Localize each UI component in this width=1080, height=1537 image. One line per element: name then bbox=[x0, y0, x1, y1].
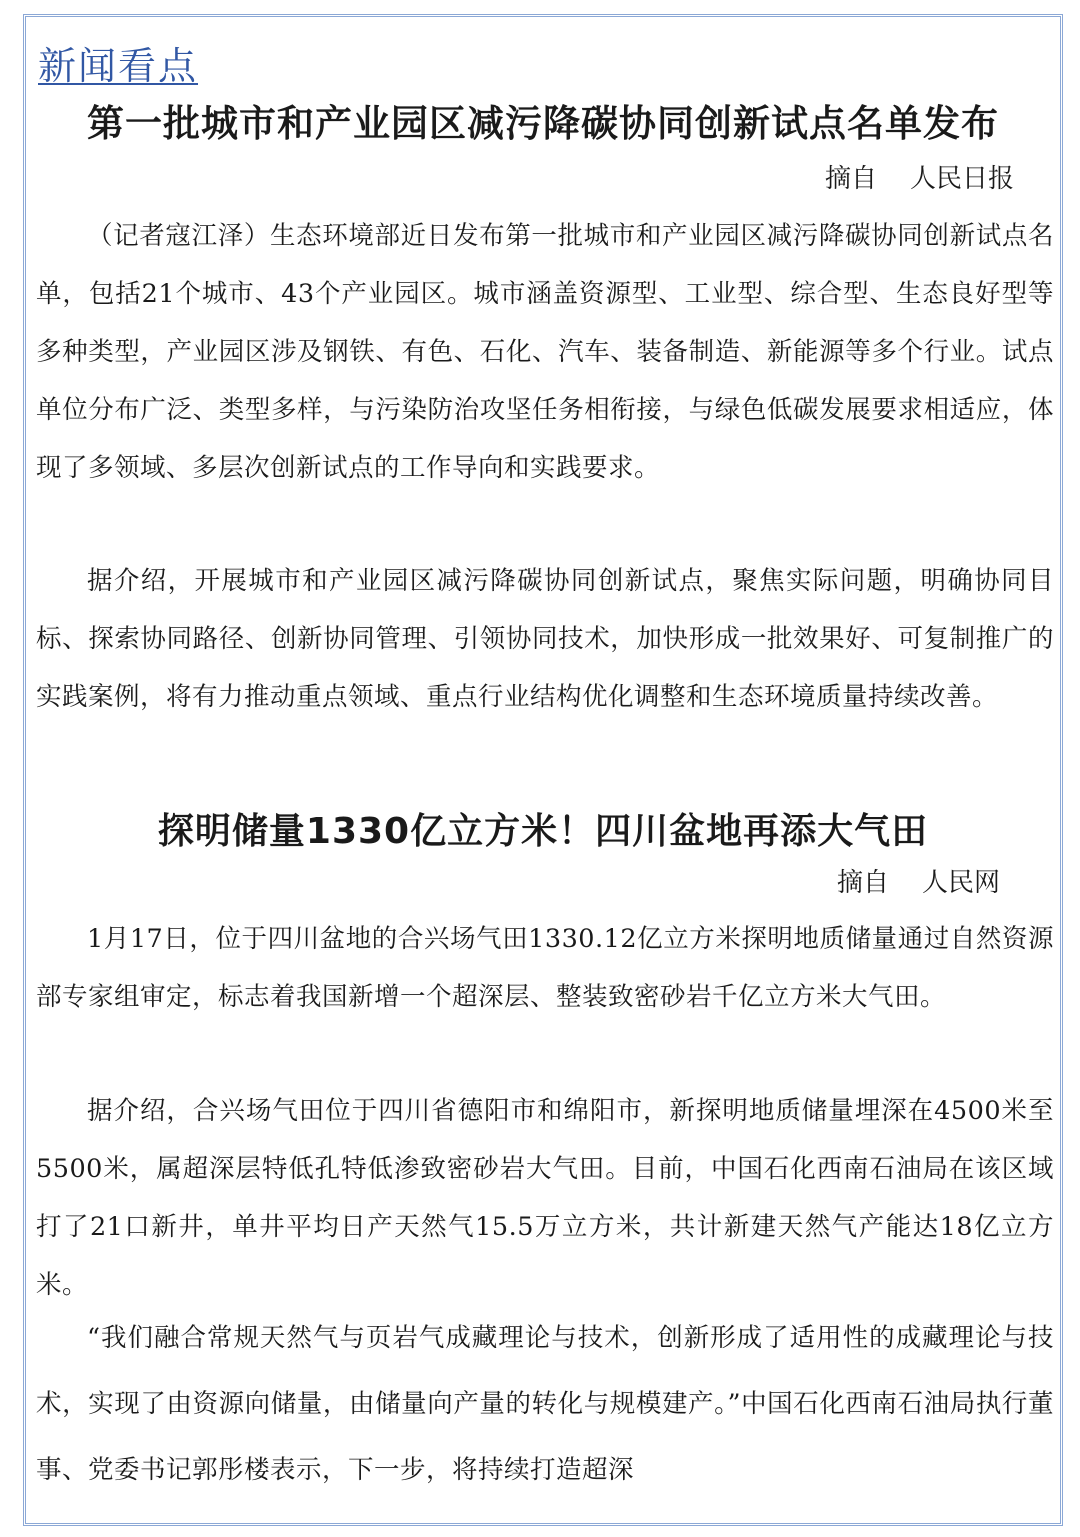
article-2-source: 摘自 人民网 bbox=[836, 868, 1000, 898]
article-2-paragraph-3: “我们融合常规天然气与页岩气成藏理论与技术，创新形成了适用性的成藏理论与技术，实现了由资源向储量，由储量向产量的转化与规模建产。”中国石化西南石油局执行董事、党委书记郭彤楼表示，下一步，将持续打造超深 bbox=[36, 1323, 1054, 1485]
article-1-paragraph-2: 据介绍，开展城市和产业园区减污降碳协同创新试点，聚焦实际问题，明确协同目标、探索协同路径、创新协同管理、引领协同技术，加快形成一批效果好、可复制推广的实践案例，将有力推动重点领域、重点行业结构优化调整和生态环境质量持续改善。 bbox=[36, 566, 1054, 712]
article-2-paragraph-2: 据介绍，合兴场气田位于四川省德阳市和绵阳市，新探明地质储量埋深在4500米至5500米，属超深层特低孔特低渗致密砂岩大气田。目前，中国石化西南石油局在该区域打了21口新井，单井平均日产天然气15.5万立方米，共计新建天然气产能达18亿立方米。 bbox=[36, 1096, 1054, 1300]
article-1-source: 摘自 人民日报 bbox=[824, 164, 1014, 194]
article-1-paragraph-1: （记者寇江泽）生态环境部近日发布第一批城市和产业园区减污降碳协同创新试点名单，包括21个城市、43个产业园区。城市涵盖资源型、工业型、综合型、生态良好型等多种类型，产业园区涉及钢铁、有色、石化、汽车、装备制造、新能源等多个行业。试点单位分布广泛、类型多样，与污染防治攻坚任务相衔接，与绿色低碳发展要求相适应，体现了多领域、多层次创新试点的工作导向和实践要求。 bbox=[36, 221, 1054, 483]
section-label: 新闻看点 bbox=[38, 44, 199, 88]
page-frame bbox=[23, 14, 1063, 1526]
article-1-title: 第一批城市和产业园区减污降碳协同创新试点名单发布 bbox=[87, 102, 999, 145]
article-2-title: 探明储量1330亿立方米！四川盆地再添大气田 bbox=[157, 811, 929, 852]
article-2-paragraph-1: 1月17日，位于四川盆地的合兴场气田1330.12亿立方米探明地质储量通过自然资源部专家组审定，标志着我国新增一个超深层、整装致密砂岩千亿立方米大气田。 bbox=[36, 924, 1054, 1012]
